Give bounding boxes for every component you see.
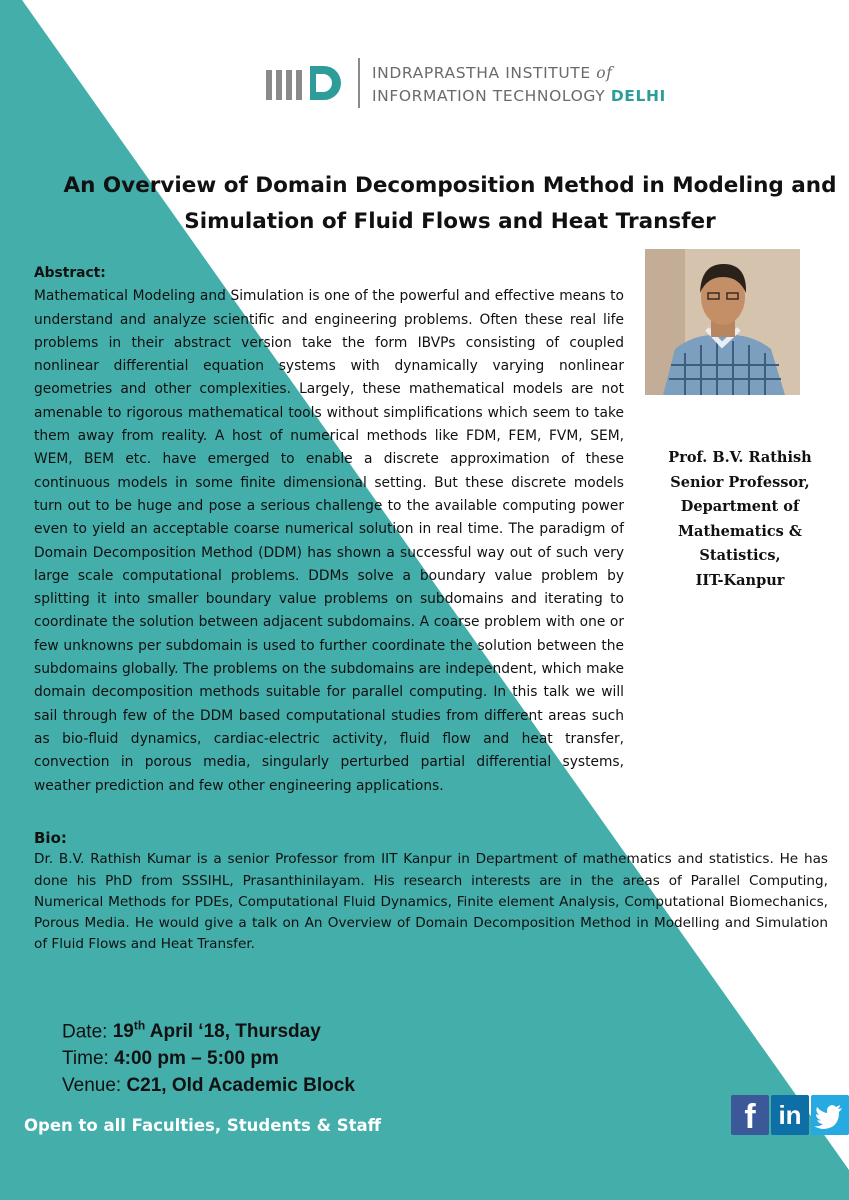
- speaker-dept-1: Department of: [680, 498, 800, 515]
- iiitd-logo: [266, 56, 666, 112]
- bio-heading: Bio:: [34, 829, 67, 847]
- linkedin-icon[interactable]: in: [771, 1095, 809, 1135]
- abstract-text: Mathematical Modeling and Simulation is one of the powerful and effective means to understand and analyze scientific and engineering problems. Often these real life problems in their abstract version take the form IBVPs consisting of coupled nonlinear differential equation systems with dynamically varying nonlinear geometries and other complexities. Largely, these mathematical models are not amenable to rigorous mathematical tools without simplifications which seem to take them away from reality. A host of numerical methods like FDM, FEM, FVM, SEM, WEM, BEM etc. have emerged to enable a discrete approximation of these continuous models in some finite dimensional setting. But these discrete models turn out to be huge and pose a serious challenge to the available computing power even to yield an acceptable coarse numerical solution in real time. The paradigm of Domain Decomposition Method (DDM) has shown a successful way out of such very large scale computational problems. DDMs solve a boundary value problem by splitting it into smaller boundary value problems on subdomains and iterating to coordinate the solution between adjacent subdomains. A coarse problem with one or few unknowns per subdomain is used to further coordinate the solution between the subdomains globally. The problems on the subdomains are independent, which make domain decomposition methods suitable for parallel computing. In this talk we will sail through few of the DDM based computational studies from different areas such as bio-fluid dynamics, cardiac-electric activity, fluid flow and heat transfer, convection in porous media, singularly perturbed partial differential systems, weather prediction and few other engineering applications.: [34, 288, 624, 794]
- event-date: Date: 19th April ‘18, Thursday: [62, 1019, 321, 1043]
- open-to-all-text: Open to all Faculties, Students & Staff: [24, 1116, 381, 1135]
- speaker-institute: IIT-Kanpur: [695, 571, 785, 589]
- abstract-heading: Abstract:: [34, 265, 106, 281]
- title-line-1: An Overview of Domain Decomposition Method in Modeling and: [63, 173, 837, 198]
- institute-name: INDRAPRASTHA INSTITUTE of INFORMATION TECHNOLOGY DELHI: [372, 64, 666, 105]
- speaker-role: Senior Professor,: [670, 473, 810, 491]
- talk-title: [30, 168, 849, 240]
- event-time: Time: 4:00 pm – 5:00 pm: [62, 1048, 279, 1070]
- iiitd-logo-mark: [266, 62, 344, 102]
- twitter-icon[interactable]: [811, 1095, 849, 1135]
- speaker-dept-2: Mathematics & Statistics,: [678, 522, 802, 564]
- speaker-name: Prof. B.V. Rathish: [668, 449, 812, 466]
- facebook-icon[interactable]: f: [731, 1095, 769, 1135]
- title-line-2: Simulation of Fluid Flows and Heat Transfer: [184, 209, 716, 234]
- speaker-photo: [645, 249, 800, 395]
- bio-section: [34, 828, 828, 956]
- logo-divider: [358, 58, 360, 108]
- event-details: [62, 1013, 355, 1099]
- event-venue: Venue: C21, Old Academic Block: [62, 1075, 355, 1097]
- speaker-info: [640, 446, 840, 593]
- bio-text: Dr. B.V. Rathish Kumar is a senior Professor from IIT Kanpur in Department of mathematics and statistics. He has done his PhD from SSSIHL, Prasanthinilayam. His research interests are in the areas of Parallel Computing, Numerical Methods for PDEs, Computational Fluid Dynamics, Finite element Analysis, Computational Biomechanics, Porous Media. He would give a talk on An Overview of Domain Decomposition Method in Modelling and Simulation of Fluid Flows and Heat Transfer.: [34, 851, 828, 953]
- abstract-section: [34, 262, 624, 798]
